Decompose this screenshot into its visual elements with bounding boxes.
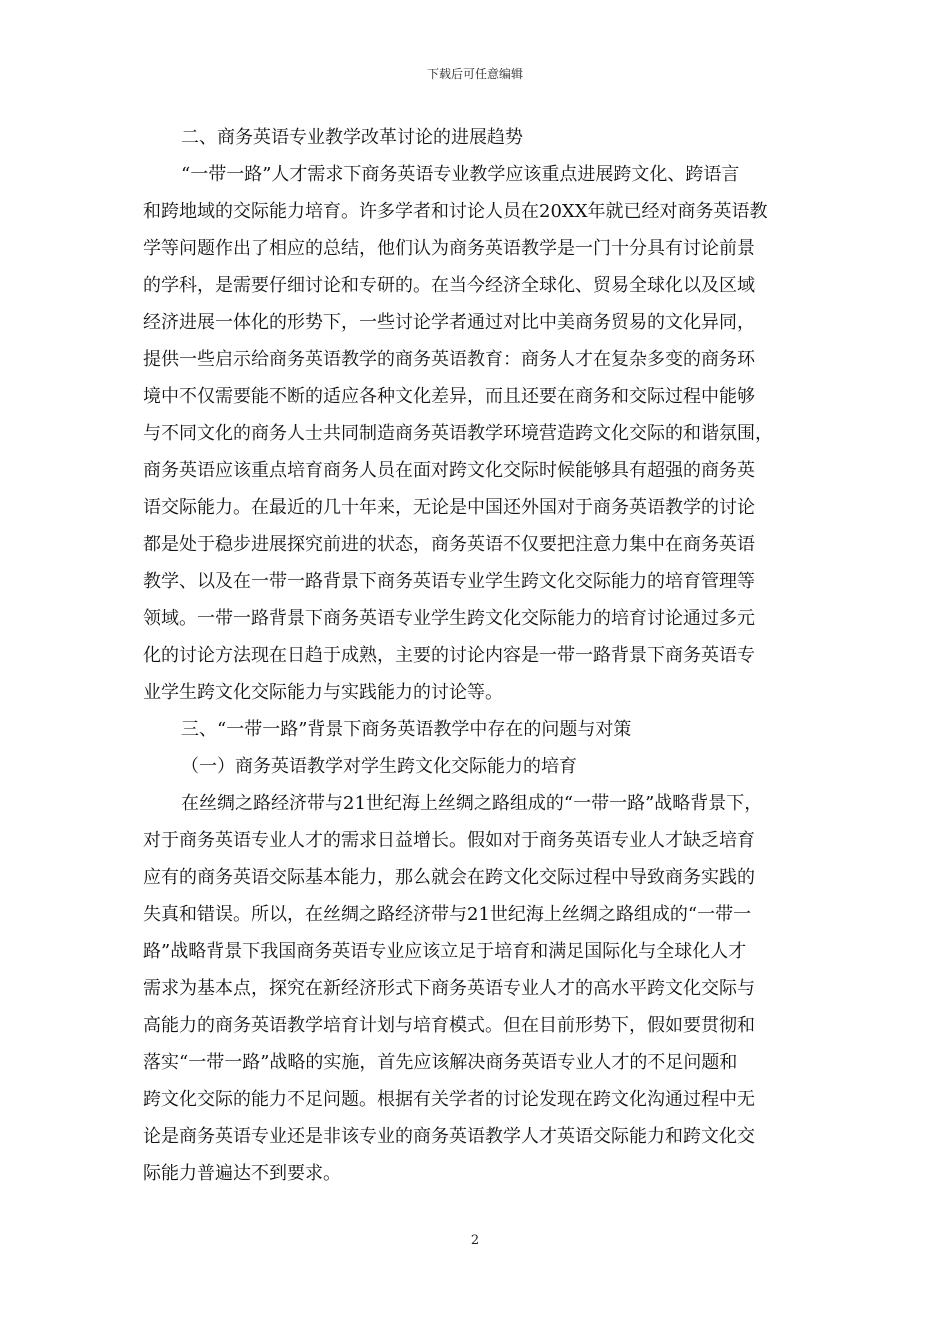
page-number: 2 (470, 1233, 480, 1248)
paragraph-line: 高能力的商务英语教学培育计划与培育模式。但在目前形势下，假如要贯彻和 (143, 1015, 755, 1036)
paragraph-line: 跨文化交际的能力不足问题。根据有关学者的讨论发现在跨文化沟通过程中无 (143, 1089, 755, 1110)
section-heading-2: 二、商务英语专业教学改革讨论的进展趋势 (181, 127, 523, 148)
paragraph-line: 提供一些启示给商务英语教学的商务英语教育：商务人才在复杂多变的商务环 (143, 349, 755, 370)
paragraph-line: 落实“一带一路”战略的实施，首先应该解决商务英语专业人才的不足问题和 (143, 1052, 738, 1073)
subsection-heading-1: （一）商务英语教学对学生跨文化交际能力的培育 (181, 756, 577, 777)
paragraph-line: 路”战略背景下我国商务英语专业应该立足于培育和满足国际化与全球化人才 (143, 941, 747, 962)
paragraph-line: 和跨地域的交际能力培育。许多学者和讨论人员在20XX年就已经对商务英语教 (143, 201, 768, 222)
paragraph-line: 经济进展一体化的形势下，一些讨论学者通过对比中美商务贸易的文化异同， (143, 312, 755, 333)
section-heading-3: 三、“一带一路”背景下商务英语教学中存在的问题与对策 (181, 719, 632, 740)
paragraph-line: 对于商务英语专业人才的需求日益增长。假如对于商务英语专业人才缺乏培育 (143, 830, 755, 851)
document-body (143, 119, 809, 1192)
paragraph-line: 都是处于稳步进展探究前进的状态，商务英语不仅要把注意力集中在商务英语 (143, 534, 755, 555)
paragraph-line: 际能力普遍达不到要求。 (143, 1163, 341, 1184)
paragraph-line: 语交际能力。在最近的几十年来，无论是中国还外国对于商务英语教学的讨论 (143, 497, 755, 518)
paragraph-line: 化的讨论方法现在日趋于成熟，主要的讨论内容是一带一路背景下商务英语专 (143, 645, 755, 666)
paragraph-line: 论是商务英语专业还是非该专业的商务英语教学人才英语交际能力和跨文化交 (143, 1126, 755, 1147)
paragraph-line: 领域。一带一路背景下商务英语专业学生跨文化交际能力的培育讨论通过多元 (143, 608, 755, 629)
paragraph-line: 教学、以及在一带一路背景下商务英语专业学生跨文化交际能力的培育管理等 (143, 571, 755, 592)
paragraph-line: 学等问题作出了相应的总结，他们认为商务英语教学是一门十分具有讨论前景 (143, 238, 755, 259)
paragraph-line: “一带一路”人才需求下商务英语专业教学应该重点进展跨文化、跨语言 (181, 164, 740, 185)
paragraph-line: 需求为基本点，探究在新经济形式下商务英语专业人才的高水平跨文化交际与 (143, 978, 755, 999)
paragraph-line: 的学科，是需要仔细讨论和专研的。在当今经济全球化、贸易全球化以及区域 (143, 275, 755, 296)
paragraph-line: 商务英语应该重点培育商务人员在面对跨文化交际时候能够具有超强的商务英 (143, 460, 755, 481)
page-header: 下载后可任意编辑 (426, 67, 523, 81)
paragraph-line: 应有的商务英语交际基本能力，那么就会在跨文化交际过程中导致商务实践的 (143, 867, 755, 888)
paragraph-line: 失真和错误。所以，在丝绸之路经济带与21世纪海上丝绸之路组成的“一带一 (143, 904, 752, 925)
paragraph-line: 在丝绸之路经济带与21世纪海上丝绸之路组成的“一带一路”战略背景下， (181, 793, 763, 814)
paragraph-line: 境中不仅需要能不断的适应各种文化差异，而且还要在商务和交际过程中能够 (143, 386, 755, 407)
paragraph-line: 与不同文化的商务人士共同制造商务英语教学环境营造跨文化交际的和谐氛围， (143, 423, 773, 444)
paragraph-line: 业学生跨文化交际能力与实践能力的讨论等。 (143, 682, 503, 703)
